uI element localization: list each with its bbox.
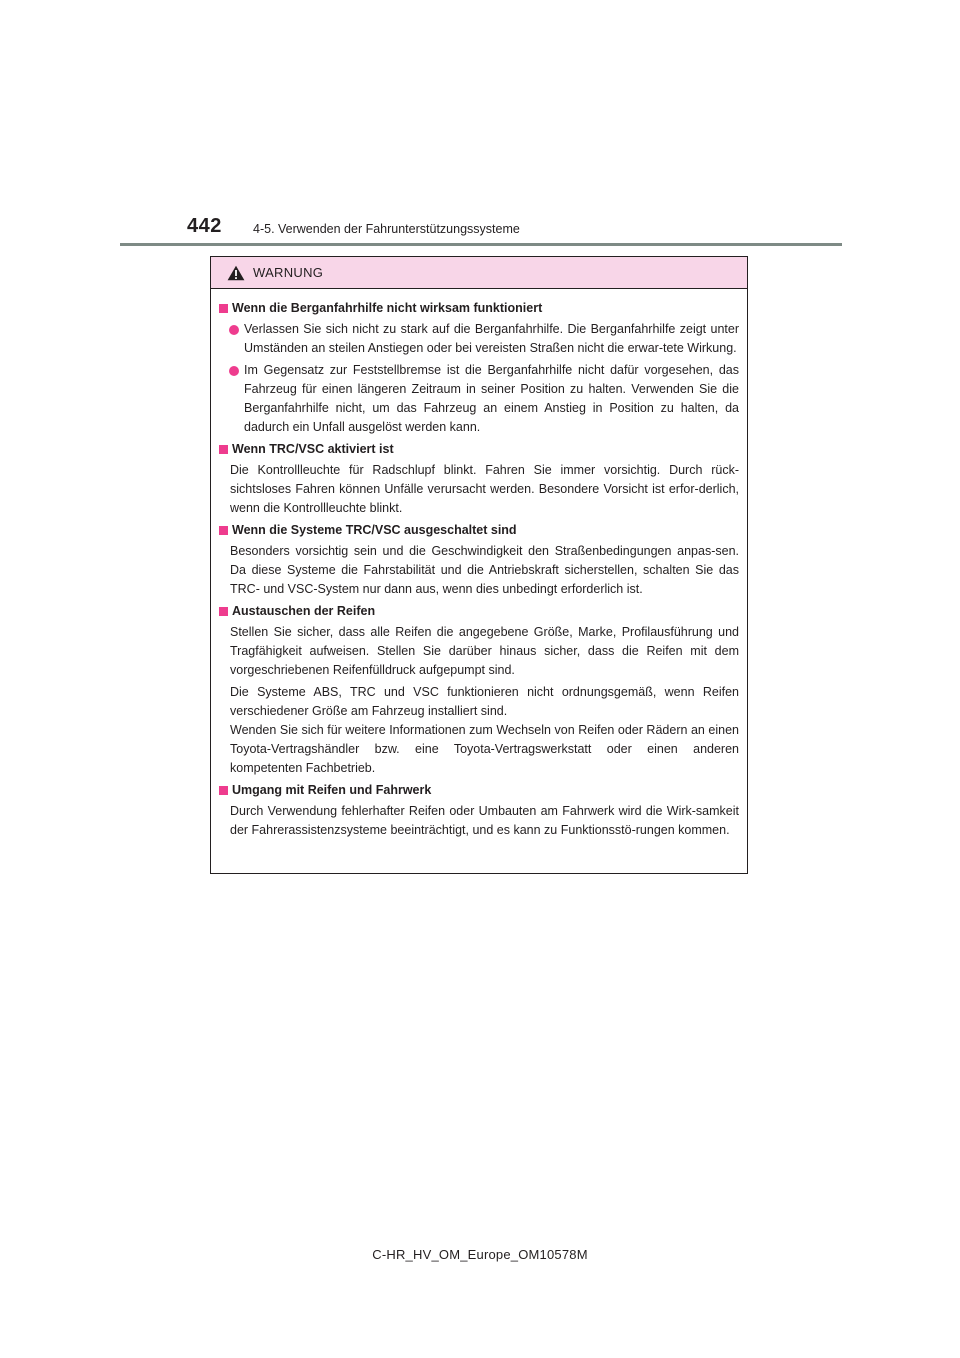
warning-box	[210, 256, 748, 874]
topic-title	[219, 521, 739, 540]
paragraph: Wenden Sie sich für weitere Informationen zum Wechseln von Reifen oder Rädern an einen Toyota-Vertragshändler bzw. eine Toyota-Vertragswerkstatt oder einen anderen kompetenten Fachbetrieb.	[230, 723, 739, 775]
paragraph: Die Kontrollleuchte für Radschlupf blinkt. Fahren Sie immer vorsichtig. Durch rück-sichtsloses Fahren können Unfälle verursacht werden. Besondere Vorsicht ist erfor-derlich, wenn die Kontrollleuchte blinkt.	[230, 463, 739, 515]
topic-title	[219, 440, 739, 459]
circle-bullet-icon	[229, 325, 239, 335]
page-number: 442	[187, 215, 222, 237]
topic-title-text: Wenn die Systeme TRC/VSC ausgeschaltet sind	[232, 523, 517, 537]
warning-header	[211, 257, 747, 289]
square-bullet-icon	[219, 445, 228, 454]
page-header	[120, 212, 842, 246]
topic-title-text: Austauschen der Reifen	[232, 604, 376, 618]
list-item	[219, 320, 739, 358]
paragraph: Die Systeme ABS, TRC und VSC funktionieren nicht ordnungsgemäß, wenn Reifen verschiedener Größe am Fahrzeug installiert sind.	[230, 685, 739, 718]
topic-trc-vsc-aktiviert	[219, 440, 739, 518]
square-bullet-icon	[219, 607, 228, 616]
topic-berganfahrhilfe	[219, 299, 739, 437]
topic-title-text: Wenn die Berganfahrhilfe nicht wirksam funktioniert	[232, 301, 543, 315]
bullet-text: Verlassen Sie sich nicht zu stark auf die Berganfahrhilfe. Die Berganfahrhilfe zeigt unter Umständen an steilen Anstiegen oder bei vereisten Straßen nicht die erwar-tete Wirkung.	[244, 322, 739, 355]
topic-title	[219, 781, 739, 800]
paragraph: Besonders vorsichtig sein und die Geschwindigkeit den Straßenbedingungen anpas-sen. Da diese Systeme die Fahrstabilität und die Antriebskraft sicherstellen, schalten Sie das TRC- und VSC-System nur dann aus, wenn dies unbedingt erforderlich ist.	[230, 544, 739, 596]
topic-title-text: Umgang mit Reifen und Fahrwerk	[232, 783, 432, 797]
list-item	[219, 361, 739, 437]
warning-body	[211, 289, 747, 840]
square-bullet-icon	[219, 786, 228, 795]
square-bullet-icon	[219, 304, 228, 313]
warning-label: WARNUNG	[253, 265, 324, 280]
document-code: C-HR_HV_OM_Europe_OM10578M	[372, 1247, 588, 1262]
topic-title	[219, 602, 739, 621]
section-title: 4-5. Verwenden der Fahrunterstützungssysteme	[253, 222, 520, 236]
bullet-text: Im Gegensatz zur Feststellbremse ist die Berganfahrhilfe nicht dafür vorgesehen, das Fahrzeug für einen längeren Zeitraum in seiner Position zu halten. Verwenden Sie die Berganfahrhilfe nicht, um das Fahrzeug an einem Anstieg in Position zu halten, da dadurch ein Unfall ausgelöst werden kann.	[244, 363, 739, 434]
header-rule	[120, 243, 842, 246]
topic-title	[219, 299, 739, 318]
topic-trc-vsc-ausgeschaltet	[219, 521, 739, 599]
topic-reifen-austauschen	[219, 602, 739, 778]
paragraph: Stellen Sie sicher, dass alle Reifen die angegebene Größe, Marke, Profilausführung und Tragfähigkeit aufweisen. Stellen Sie darüber hinaus sicher, dass die Reifen mit dem vorgeschriebenen Reifenfülldruck aufgepumpt sind.	[230, 625, 739, 677]
square-bullet-icon	[219, 526, 228, 535]
topic-reifen-fahrwerk	[219, 781, 739, 840]
topic-title-text: Wenn TRC/VSC aktiviert ist	[232, 442, 394, 456]
circle-bullet-icon	[229, 366, 239, 376]
paragraph: Durch Verwendung fehlerhafter Reifen oder Umbauten am Fahrwerk wird die Wirk-samkeit der Fahrerassistenzsysteme beeinträchtigt, und es kann zu Funktionsstö-rungen kommen.	[230, 804, 739, 837]
warning-triangle-icon	[227, 265, 245, 281]
